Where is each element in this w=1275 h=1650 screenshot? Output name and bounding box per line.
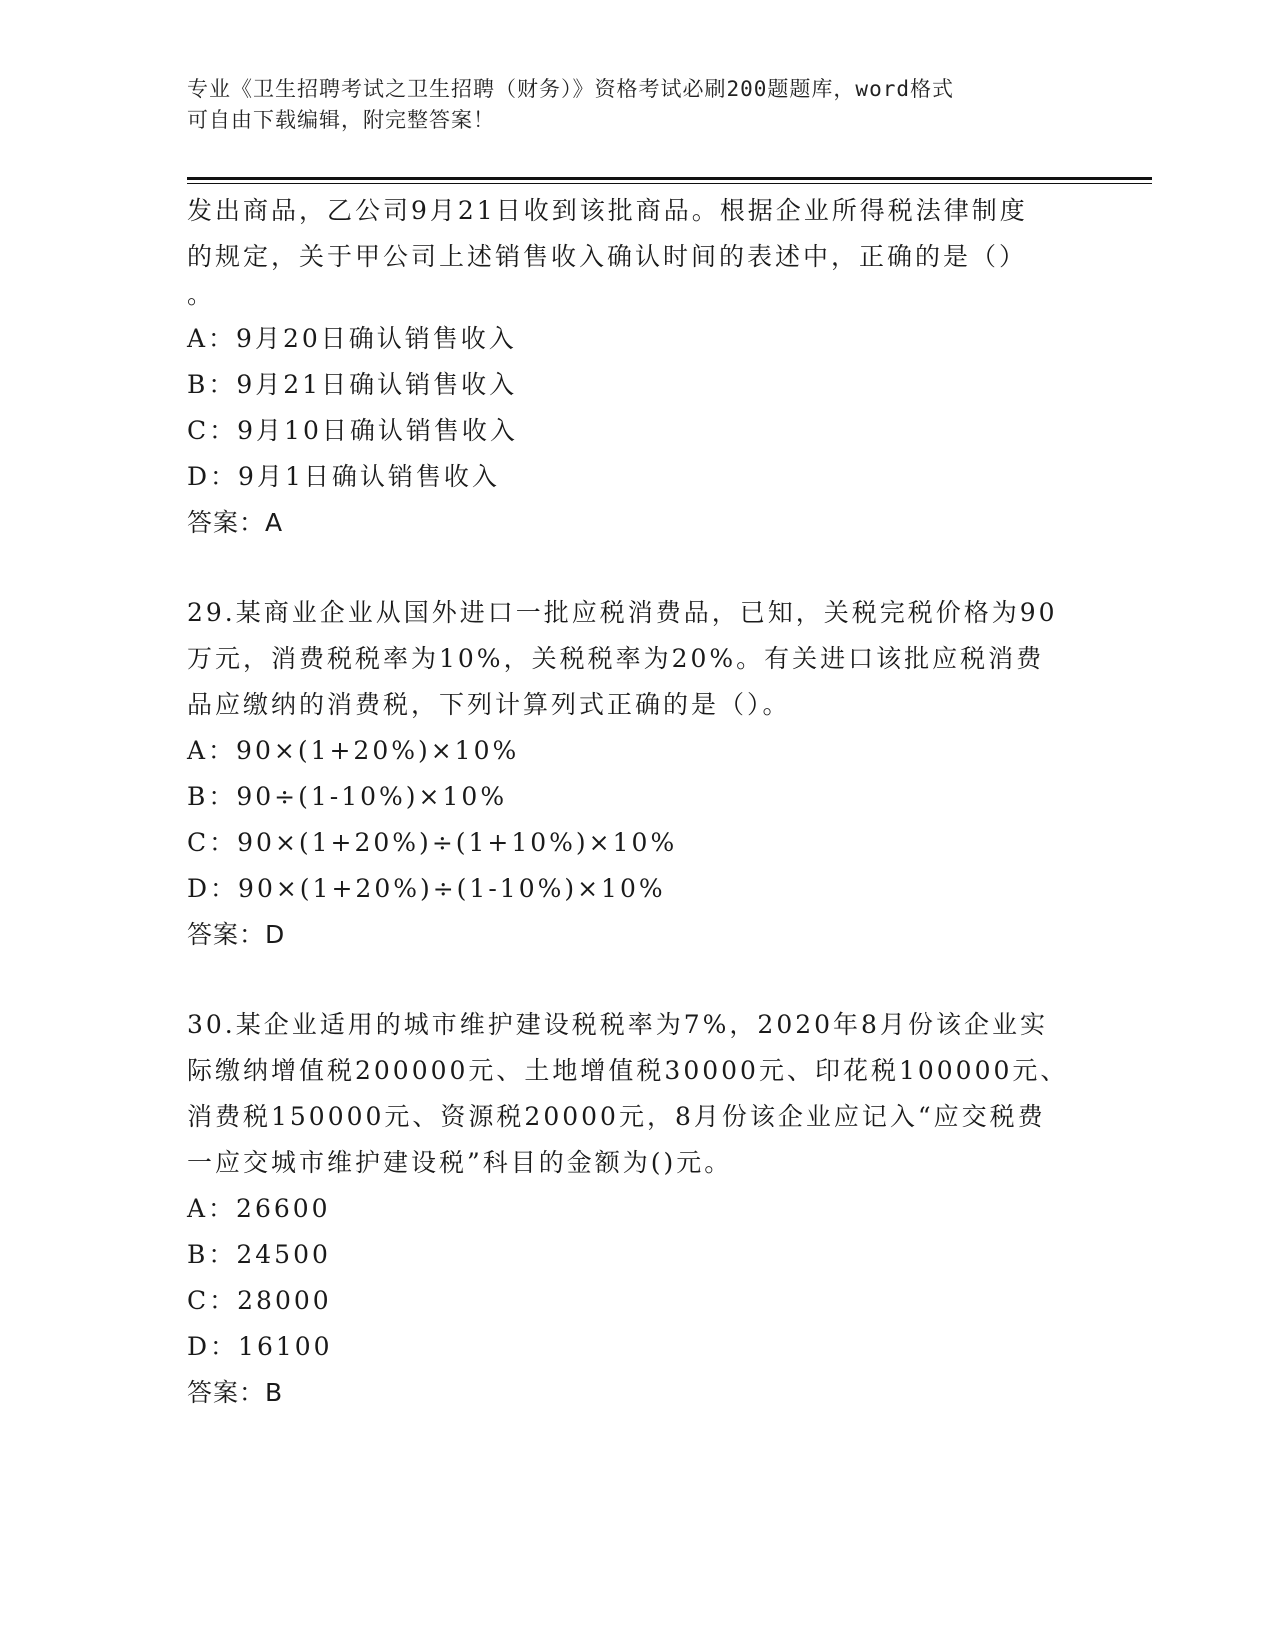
option-c: C：28000 (187, 1286, 332, 1315)
question-28 (187, 188, 1087, 546)
question-stem-line: 消费税150000元、资源税20000元，8月份该企业应记入“应交税费 (187, 1102, 1046, 1131)
question-stem-line: 。 (187, 280, 216, 309)
header-rule-thick (187, 177, 1152, 180)
header-rule-thin (187, 183, 1152, 184)
question-stem-line: 发出商品，乙公司9月21日收到该批商品。根据企业所得税法律制度 (187, 196, 1028, 225)
question-stem-line: 际缴纳增值税200000元、土地增值税30000元、印花税100000元、 (187, 1056, 1069, 1085)
question-30 (187, 1002, 1087, 1416)
question-stem-line: 的规定，关于甲公司上述销售收入确认时间的表述中，正确的是（） (187, 242, 1028, 271)
option-c: C：90×(1+20%)÷(1+10%)×10% (187, 828, 678, 857)
answer-line: 答案：B (187, 1378, 284, 1407)
spacer (187, 546, 1087, 590)
option-d: D：16100 (187, 1332, 333, 1361)
document-body (187, 188, 1087, 1416)
option-d: D：9月1日确认销售收入 (187, 462, 500, 491)
question-stem-line: 万元，消费税税率为10%，关税税率为20%。有关进口该批应税消费 (187, 644, 1045, 673)
question-stem-line: 29.某商业企业从国外进口一批应税消费品，已知，关税完税价格为90 (187, 598, 1058, 627)
question-29 (187, 590, 1087, 958)
header-title-line-2: 可自由下载编辑，附完整答案！ (187, 108, 495, 132)
option-a: A：26600 (187, 1194, 331, 1223)
question-stem-line: 30.某企业适用的城市维护建设税税率为7%，2020年8月份该企业实 (187, 1010, 1048, 1039)
option-b: B：24500 (187, 1240, 331, 1269)
answer-line: 答案：A (187, 508, 284, 537)
option-b: B：90÷(1-10%)×10% (187, 782, 508, 811)
option-b: B：9月21日确认销售收入 (187, 370, 518, 399)
option-a: A：90×(1+20%)×10% (187, 736, 520, 765)
header-title-line-1: 专业《卫生招聘考试之卫生招聘（财务）》资格考试必刷200题题库，word格式 (187, 77, 954, 101)
document-header (187, 74, 1077, 136)
question-stem-line: 一应交城市维护建设税”科目的金额为()元。 (187, 1148, 733, 1177)
answer-line: 答案：D (187, 920, 286, 949)
question-stem-line: 品应缴纳的消费税，下列计算列式正确的是（）。 (187, 690, 791, 719)
spacer (187, 958, 1087, 1002)
option-a: A：9月20日确认销售收入 (187, 324, 517, 353)
option-d: D：90×(1+20%)÷(1-10%)×10% (187, 874, 666, 903)
option-c: C：9月10日确认销售收入 (187, 416, 518, 445)
